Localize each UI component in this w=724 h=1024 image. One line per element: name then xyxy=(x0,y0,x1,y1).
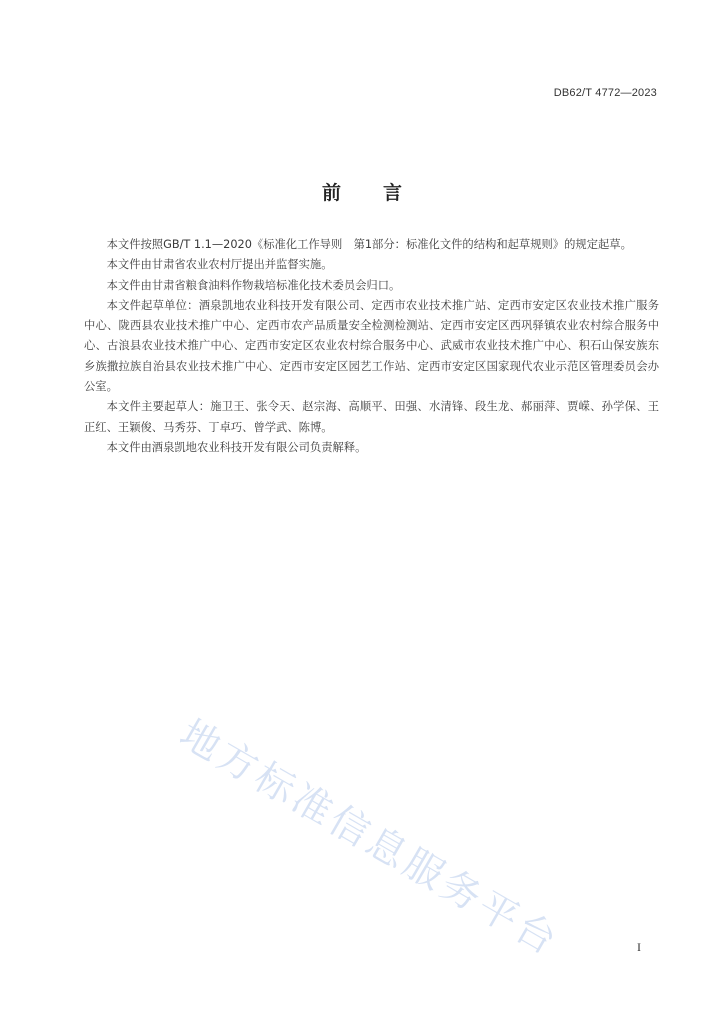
paragraph: 本文件由酒泉凯地农业科技开发有限公司负责解释。 xyxy=(106,440,367,454)
paragraph: 本文件由甘肃省农业农村厅提出并监督实施。 xyxy=(106,258,333,272)
page-number: I xyxy=(637,940,641,954)
paragraph: 本文件主要起草人：施卫王、张令天、赵宗海、高顺平、田强、水清锋、段生龙、郝丽萍、贾嵘、孙学保、王正红、王颖俊、马秀芬、丁卓巧、曾学武、陈博。 xyxy=(84,400,659,434)
page-title: 前言 xyxy=(321,182,444,204)
paragraph: 本文件由甘肃省粮食油料作物栽培标准化技术委员会归口。 xyxy=(106,278,401,292)
paragraph: 本文件按照GB/T 1.1—2020《标准化工作导则 第1部分：标准化文件的结构和起草规则》的规定起草。 xyxy=(106,238,632,251)
document-code: DB62/T 4772—2023 xyxy=(553,87,657,99)
paragraph: 本文件起草单位：酒泉凯地农业科技开发有限公司、定西市农业技术推广站、定西市安定区农业技术推广服务中心、陇西县农业技术推广中心、定西市农产品质量安全检测检测站、定西市安定区西巩驿镇农业农村综合服务中心、古浪县农业技术推广中心、定西市安定区农业农村综合服务中心、武威市农业技术推广中心、积石山保安族东乡族撒拉族自治县农业技术推广中心、定西市安定区园艺工作站、定西市安定区国家现代农业示范区管理委员会办公室。 xyxy=(84,298,659,394)
document-body xyxy=(84,235,659,458)
watermark: 地方标准信息服务平台 xyxy=(172,711,567,966)
